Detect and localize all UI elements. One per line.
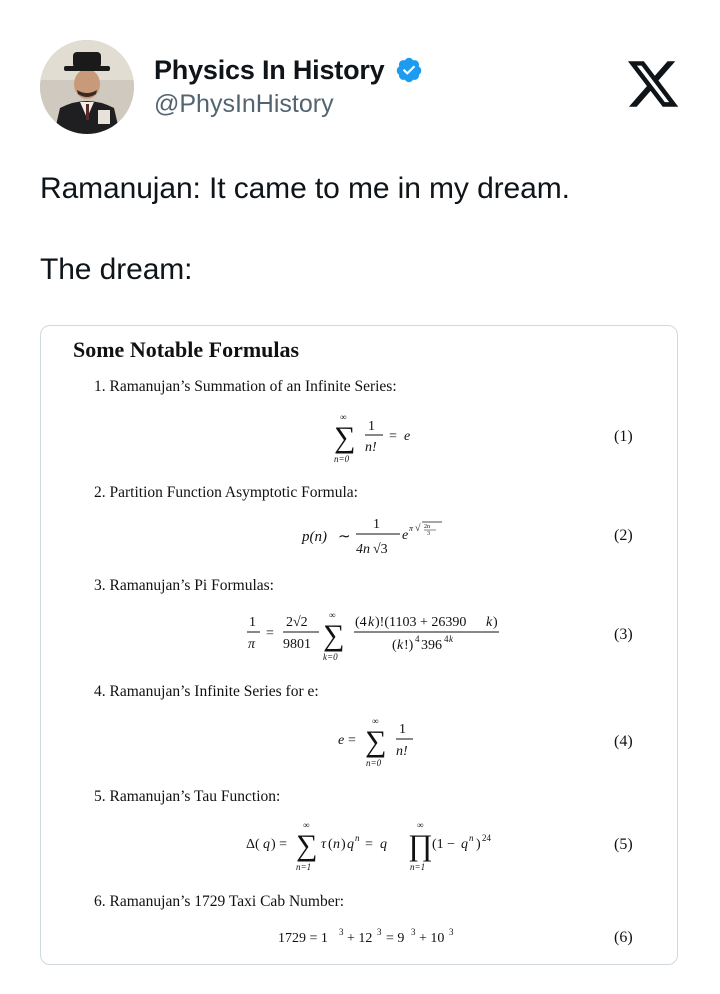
svg-text:2n: 2n	[424, 524, 430, 530]
svg-text:3: 3	[377, 927, 382, 937]
equation-number-2: (2)	[614, 527, 633, 544]
document-title: Some Notable Formulas	[73, 337, 300, 362]
svg-text:∼: ∼	[338, 529, 351, 545]
display-name[interactable]: Physics In History	[154, 54, 385, 85]
svg-text:k=0: k=0	[323, 652, 338, 662]
svg-text:9801: 9801	[283, 637, 311, 652]
svg-text:): )	[476, 837, 481, 852]
svg-text:k: k	[368, 615, 375, 630]
svg-text:n!: n!	[365, 440, 377, 455]
equation-number-3: (3)	[614, 626, 633, 643]
svg-text:): )	[493, 615, 498, 630]
formula-1	[334, 412, 424, 464]
svg-text:=: =	[365, 837, 373, 852]
formula-label-5: 5. Ramanujan’s Tau Function:	[94, 788, 281, 805]
svg-text:e: e	[402, 528, 409, 543]
svg-text:1: 1	[373, 517, 380, 532]
svg-text:3: 3	[427, 531, 430, 537]
svg-text:) =: ) =	[271, 837, 288, 852]
svg-text:+ 10: + 10	[419, 931, 445, 946]
svg-text:= 9: = 9	[386, 931, 405, 946]
formula-6	[278, 922, 478, 950]
svg-text:n=1: n=1	[296, 862, 312, 872]
svg-text:q: q	[380, 837, 387, 852]
tweet-text-line-1: Ramanujan: It came to me in my dream.	[40, 172, 570, 205]
equation-number-5: (5)	[614, 836, 633, 853]
svg-text:∑: ∑	[334, 421, 356, 454]
svg-text:k: k	[397, 638, 404, 653]
svg-text:3: 3	[339, 927, 344, 937]
svg-text:∑: ∑	[296, 829, 318, 862]
svg-text:∑: ∑	[323, 619, 345, 652]
svg-text:k: k	[449, 634, 453, 644]
avatar[interactable]	[40, 40, 134, 134]
svg-text:): )	[341, 837, 346, 852]
formula-label-6: 6. Ramanujan’s 1729 Taxi Cab Number:	[94, 893, 345, 910]
svg-text:)!(1103 + 26390: )!(1103 + 26390	[375, 615, 467, 630]
svg-text:1: 1	[249, 615, 256, 630]
svg-text:1: 1	[399, 722, 406, 737]
svg-text:n=0: n=0	[334, 454, 350, 464]
svg-text:q: q	[461, 837, 468, 852]
formula-4	[338, 714, 418, 768]
formula-label-2: 2. Partition Function Asymptotic Formula:	[94, 484, 358, 501]
svg-text:396: 396	[421, 638, 442, 653]
svg-text:∑: ∑	[365, 725, 387, 758]
svg-text:∞: ∞	[372, 716, 379, 726]
svg-text:π: π	[248, 637, 256, 652]
svg-text:3: 3	[411, 927, 416, 937]
svg-text:∞: ∞	[417, 820, 424, 830]
svg-text:=: =	[389, 429, 397, 444]
svg-text:q: q	[263, 837, 270, 852]
svg-text:2√2: 2√2	[286, 615, 308, 630]
equation-number-6: (6)	[614, 929, 633, 946]
svg-text:Δ(: Δ(	[246, 837, 260, 852]
svg-text:n!: n!	[396, 744, 408, 759]
formula-3	[247, 608, 507, 664]
svg-text:n=0: n=0	[366, 758, 382, 768]
svg-text:∞: ∞	[329, 610, 336, 620]
x-logo-icon[interactable]	[624, 56, 682, 112]
formula-label-4: 4. Ramanujan’s Infinite Series for e:	[94, 683, 319, 700]
equation-number-4: (4)	[614, 733, 633, 750]
svg-text:(1 −: (1 −	[432, 837, 456, 852]
svg-text:n: n	[333, 837, 340, 852]
svg-text:+ 12: + 12	[347, 931, 373, 946]
svg-text:1729 = 1: 1729 = 1	[278, 931, 328, 946]
svg-text:τ: τ	[321, 837, 327, 852]
svg-text:√3: √3	[373, 542, 388, 557]
verified-badge-icon	[395, 56, 423, 84]
svg-text:24: 24	[482, 833, 491, 843]
svg-text:k: k	[486, 615, 493, 630]
tweet-text-line-2: The dream:	[40, 253, 193, 286]
svg-text:n=1: n=1	[410, 862, 426, 872]
svg-text:1: 1	[368, 419, 375, 434]
formula-label-1: 1. Ramanujan’s Summation of an Infinite Series:	[94, 378, 397, 395]
svg-text:3: 3	[449, 927, 454, 937]
avatar-image	[40, 40, 134, 134]
svg-text:(4: (4	[355, 615, 367, 630]
svg-text:!): !)	[404, 638, 414, 653]
svg-text:(: (	[392, 638, 397, 653]
svg-text:4: 4	[444, 634, 449, 644]
svg-text:4: 4	[415, 634, 420, 644]
formula-5	[246, 818, 516, 872]
equation-number-1: (1)	[614, 428, 633, 445]
svg-text:=: =	[266, 626, 274, 641]
svg-text:e: e	[338, 733, 345, 748]
svg-text:e: e	[404, 429, 411, 444]
svg-text:∏: ∏	[408, 829, 433, 862]
svg-text:p(n): p(n)	[302, 529, 327, 545]
svg-text:∞: ∞	[340, 412, 347, 422]
svg-text:n: n	[469, 833, 474, 843]
svg-text:4n: 4n	[356, 542, 370, 557]
svg-text:q: q	[347, 837, 354, 852]
svg-text:=: =	[348, 733, 356, 748]
svg-text:π: π	[409, 524, 414, 533]
formula-label-3: 3. Ramanujan’s Pi Formulas:	[94, 577, 274, 594]
svg-text:n: n	[355, 833, 360, 843]
svg-text:√: √	[415, 523, 421, 534]
handle[interactable]: @PhysInHistory	[154, 90, 334, 118]
formula-2	[302, 514, 452, 564]
svg-text:∞: ∞	[303, 820, 310, 830]
svg-text:(: (	[328, 837, 333, 852]
